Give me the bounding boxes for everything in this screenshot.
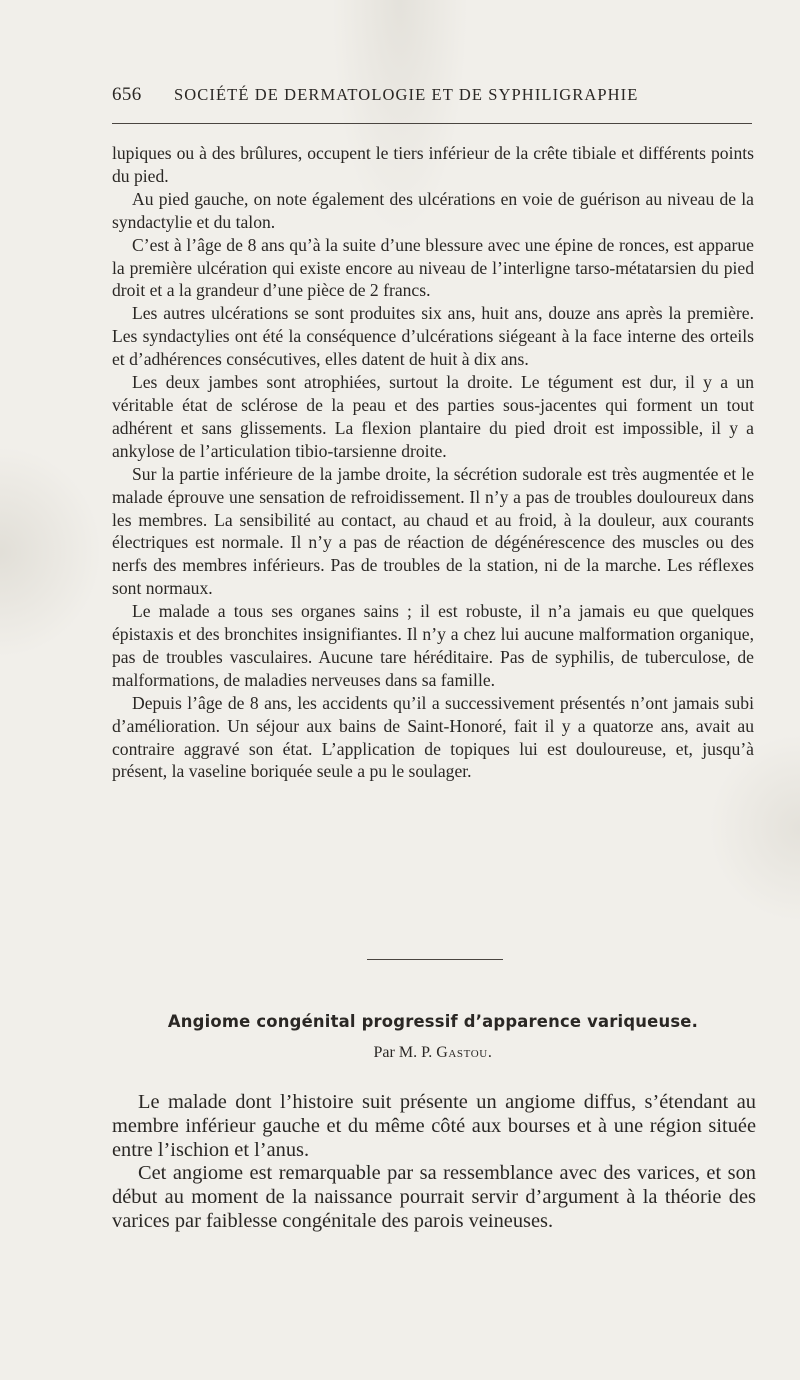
page-number: 656 bbox=[112, 84, 142, 105]
paragraph: Cet angiome est remarquable par sa ressemblance avec des varices, et son début au moment de la naissance pourrait servir d’argument à la théorie des varices par faiblesse congénitale des parois veineuses. bbox=[112, 1162, 756, 1232]
byline-prefix: Par M. P. bbox=[373, 1044, 433, 1061]
article-title: Angiome congénital progressif d’apparence variqueuse. bbox=[167, 1012, 699, 1031]
paragraph: Les deux jambes sont atrophiées, surtout la droite. Le tégument est dur, il y a un véritable état de sclérose de la peau et des parties sous-jacentes qui forment un tout adhérent et sans glissements. La flexion plantaire du pied droit est impossible, il y a ankylose de l’articulation tibio-tarsienne droite. bbox=[112, 372, 754, 461]
paragraph: Le malade a tous ses organes sains ; il est robuste, il n’a jamais eu que quelques épistaxis et des bronchites insignifiantes. Il n’y a chez lui aucune malformation organique, pas de troubles vasculaires. Aucune tare héréditaire. Pas de syphilis, de tuberculose, de malformations, de maladies nerveuses dans sa famille. bbox=[112, 601, 754, 690]
article-intro bbox=[112, 1091, 756, 1234]
body-text bbox=[112, 142, 754, 783]
header-rule bbox=[112, 123, 752, 124]
section-divider bbox=[367, 959, 503, 960]
paragraph: Sur la partie inférieure de la jambe droite, la sécrétion sudorale est très augmentée et le malade éprouve une sensation de refroidissement. Il n’y a pas de troubles douloureux dans les membres. La sensibilité au contact, au chaud et au froid, à la douleur, aux courants électriques est normale. Il n’y a pas de réaction de dégénérescence des muscles ou des nerfs des membres inférieurs. Pas de troubles de la station, ni de la marche. Les réflexes sont normaux. bbox=[112, 463, 754, 599]
paragraph: C’est à l’âge de 8 ans qu’à la suite d’une blessure avec une épine de ronces, est apparue la première ulcération qui existe encore au niveau de l’interligne tarso-métatarsien du pied droit et a la grandeur d’une pièce de 2 francs. bbox=[112, 234, 754, 301]
page-header bbox=[112, 84, 752, 114]
paragraph: Les autres ulcérations se sont produites six ans, huit ans, douze ans après la première. Les syndactylies ont été la conséquence d’ulcérations siégeant à la face interne des orteils et d’adhérences consécutives, elles datent de huit à dix ans. bbox=[112, 303, 754, 370]
paragraph: Le malade dont l’histoire suit présente un angiome diffus, s’étendant au membre inférieur gauche et du même côté aux bourses et à une région située entre l’ischion et l’anus. bbox=[112, 1091, 756, 1161]
byline bbox=[112, 1044, 754, 1062]
author-name: Gastou. bbox=[436, 1044, 493, 1061]
running-head: SOCIÉTÉ DE DERMATOLOGIE ET DE SYPHILIGRAPHIE bbox=[174, 85, 639, 104]
paragraph: lupiques ou à des brûlures, occupent le tiers inférieur de la crête tibiale et différents points du pied. bbox=[112, 143, 754, 186]
paragraph: Au pied gauche, on note également des ulcérations en voie de guérison au niveau de la syndactylie et du talon. bbox=[112, 188, 754, 232]
paragraph: Depuis l’âge de 8 ans, les accidents qu’il a successivement présentés n’ont jamais subi d’amélioration. Un séjour aux bains de Saint-Honoré, fait il y a quatorze ans, avait au contraire aggravé son état. L’application de topiques lui est douloureuse, et, jusqu’à présent, la vaseline boriquée seule a pu le soulager. bbox=[112, 692, 754, 782]
